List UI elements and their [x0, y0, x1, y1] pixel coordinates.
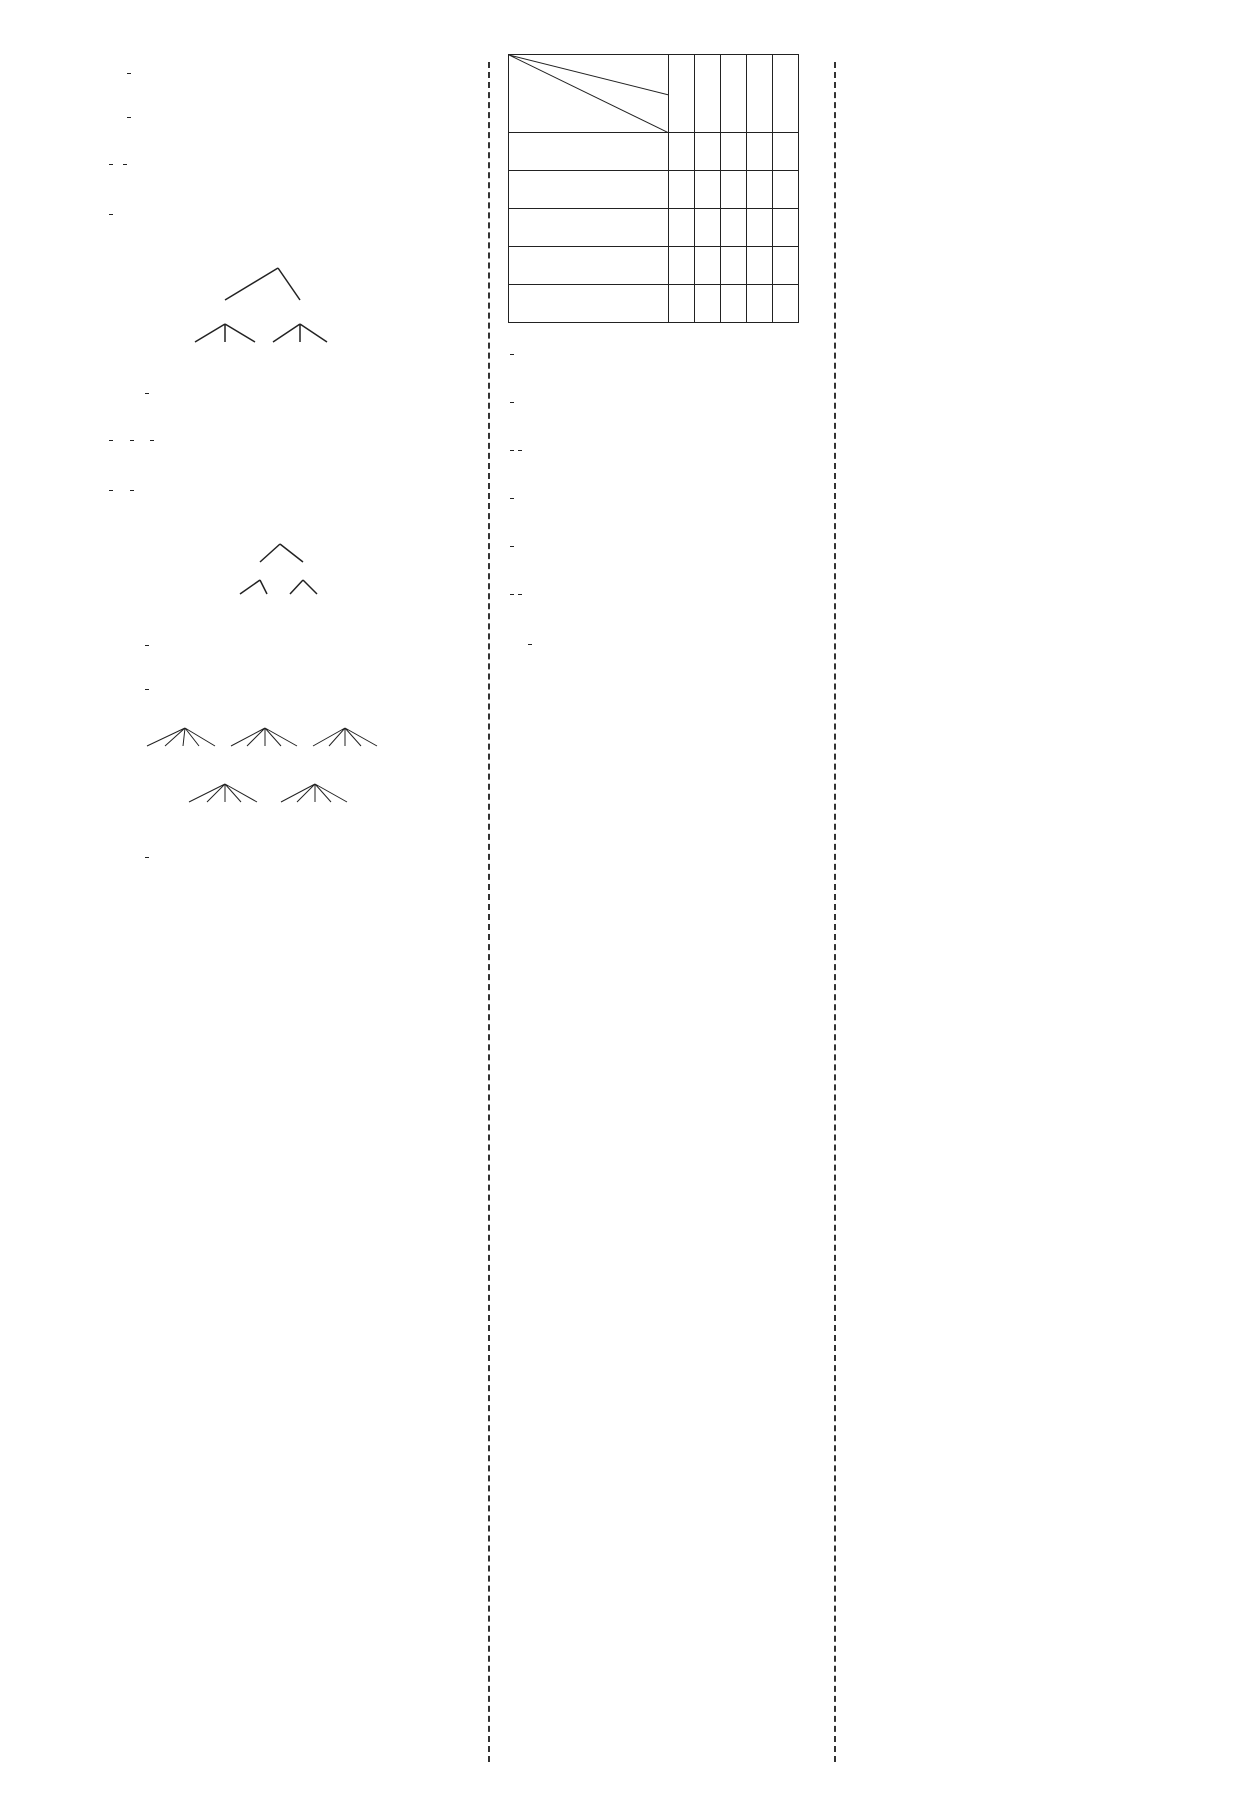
table-header — [773, 55, 799, 133]
column-divider-1 — [488, 62, 490, 1762]
table-header — [669, 55, 695, 133]
table-row — [509, 171, 799, 209]
text-line — [508, 569, 818, 617]
fraction — [510, 594, 514, 595]
fraction — [518, 450, 522, 451]
text-line — [125, 834, 460, 878]
text-line — [508, 621, 818, 665]
fraction — [518, 594, 522, 595]
fraction — [510, 450, 514, 451]
fraction — [130, 490, 134, 491]
text-line — [508, 425, 818, 473]
fraction — [145, 393, 149, 394]
answers-9-12 — [107, 414, 460, 464]
text-line — [508, 377, 818, 425]
text-line — [125, 622, 460, 666]
table-row — [509, 133, 799, 171]
sum-table — [508, 54, 799, 323]
column-divider-2 — [834, 62, 836, 1762]
answer-8 — [107, 188, 460, 238]
fraction — [109, 214, 113, 215]
fraction — [109, 440, 113, 441]
fraction — [510, 402, 514, 403]
fraction — [145, 645, 149, 646]
tree-diagram-clothes — [125, 518, 460, 618]
text-line — [508, 473, 818, 521]
text-line — [125, 666, 460, 710]
table-header — [721, 55, 747, 133]
fraction — [150, 440, 154, 441]
fraction — [145, 857, 149, 858]
answers-13-14 — [107, 464, 460, 514]
table-header — [747, 55, 773, 133]
answer-7 — [107, 138, 460, 188]
table-header — [695, 55, 721, 133]
text-line — [508, 521, 818, 569]
column-1 — [125, 50, 460, 878]
fraction — [510, 354, 514, 355]
fraction — [123, 164, 127, 165]
fraction — [127, 117, 131, 118]
fraction — [510, 546, 514, 547]
fraction — [109, 490, 113, 491]
fraction — [130, 440, 134, 441]
fraction — [127, 73, 131, 74]
fraction — [510, 498, 514, 499]
tree-diagram-route — [125, 238, 460, 366]
text-line — [125, 370, 460, 414]
text-line — [508, 329, 818, 377]
tree-diagram-numbers — [125, 710, 460, 830]
text-line — [125, 94, 460, 138]
fraction — [528, 644, 532, 645]
text-line — [125, 50, 460, 94]
table-corner — [509, 55, 669, 133]
table-row — [509, 209, 799, 247]
fraction — [109, 164, 113, 165]
table-row — [509, 285, 799, 323]
column-2 — [508, 50, 818, 665]
fraction — [145, 689, 149, 690]
table-row — [509, 247, 799, 285]
